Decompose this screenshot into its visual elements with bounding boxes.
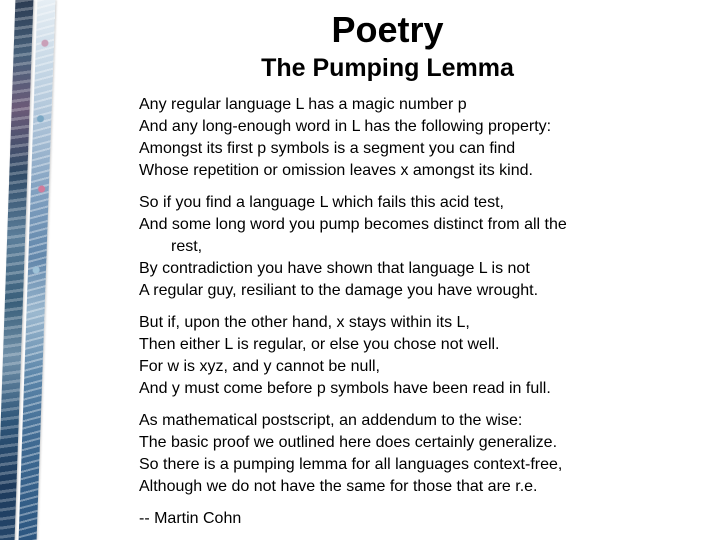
poem-line: Any regular language L has a magic number p: [139, 96, 467, 113]
poem-line: And some long word you pump becomes distinct from all the: [139, 216, 567, 233]
poem-line: And any long-enough word in L has the following property:: [139, 118, 552, 135]
poem-signature: -- Martin Cohn: [139, 510, 242, 527]
poem-line: But if, upon the other hand, x stays within its L,: [139, 314, 470, 331]
poem-line: As mathematical postscript, an addendum to the wise:: [139, 412, 523, 429]
poem-line: For w is xyz, and y cannot be null,: [139, 358, 380, 375]
poem-line: Whose repetition or omission leaves x amongst its kind.: [139, 162, 533, 179]
poem-line: The basic proof we outlined here does certainly generalize.: [139, 434, 558, 451]
stanza-3: [139, 312, 709, 400]
poem-body: [139, 94, 709, 530]
poem-line: Although we do not have the same for those that are r.e.: [139, 478, 538, 495]
poem-line: Amongst its first p symbols is a segment you can find: [139, 140, 516, 157]
slide-title: Poetry: [331, 9, 444, 50]
poem-line: By contradiction you have shown that language L is not: [139, 260, 530, 277]
poem-line: So if you find a language L which fails this acid test,: [139, 194, 504, 211]
stanza-2: [139, 192, 709, 302]
stanza-4: [139, 410, 709, 498]
slide-subtitle: The Pumping Lemma: [261, 54, 514, 82]
poem-line: And y must come before p symbols have been read in full.: [139, 380, 551, 397]
poem-line: Then either L is regular, or else you chose not well.: [139, 336, 500, 353]
stanza-1: [139, 94, 709, 182]
poem-line: So there is a pumping lemma for all languages context-free,: [139, 456, 563, 473]
poem-line-continuation: rest,: [171, 238, 203, 255]
poem-line: A regular guy, resiliant to the damage you have wrought.: [139, 282, 539, 299]
